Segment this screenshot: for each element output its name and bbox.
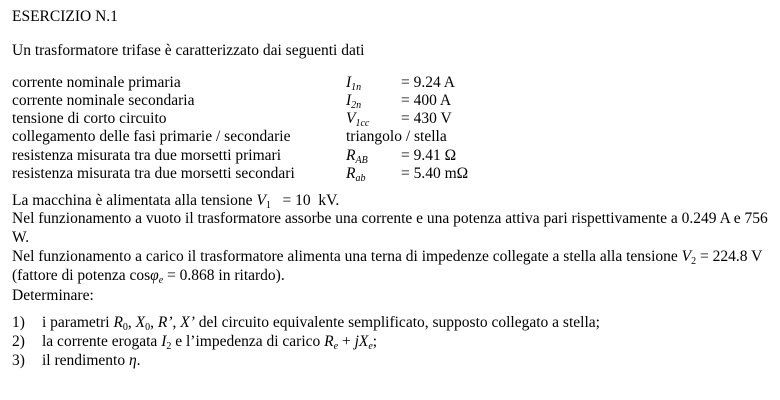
row-symbol: $R_{AB}$ (346, 147, 368, 166)
load-text: Nel funzionamento a carico il trasformatore alimenta una terna di impedenze collegate a stella alla tensione $V_2 = 224.8$ V (fattore di potenza cosφ$_e$ = 0.868 in ritardo). (12, 248, 762, 286)
row-symbol: $I_{1n}$ (346, 74, 362, 93)
row-label: tensione di corto circuito (12, 110, 167, 127)
row-label: corrente nominale primaria (12, 74, 181, 91)
row-label: resistenza misurata tra due morsetti primari (12, 147, 282, 164)
row-symbol: $R_{ab}$ (346, 165, 366, 184)
row-symbol: $V_{1cc}$ (346, 110, 370, 129)
row-value: = 400 A (401, 92, 452, 109)
supply-voltage-text: La macchina è alimentata alla tensione $V_1 = 10$ kV. (12, 192, 340, 211)
list-item: 1) i parametri $R_0$, $X_0$, R’, X’ del circuito equivalente semplificato, supposto collegato a stella; (12, 314, 600, 333)
row-label: resistenza misurata tra due morsetti secondari (12, 165, 295, 182)
row-label: collegamento delle fasi primarie / secondarie (12, 128, 291, 145)
data-row (12, 110, 772, 128)
list-item: 3) il rendimento η. (12, 352, 141, 369)
determine-label: Determinare: (12, 287, 94, 304)
row-value: = 9.41 Ω (401, 147, 457, 164)
row-symbol: $I_{2n}$ (346, 92, 362, 111)
data-row (12, 147, 772, 165)
row-value: = 430 V (401, 110, 452, 127)
row-label: corrente nominale secondaria (12, 92, 195, 109)
list-item: 2) la corrente erogata $I_2$ e l’impedenza di carico $R_e + jX_e$; (12, 333, 378, 352)
row-value: triangolo / stella (346, 128, 447, 145)
row-value: = 5.40 mΩ (401, 165, 469, 182)
exercise-title: ESERCIZIO N.1 (12, 8, 118, 25)
intro-text: Un trasformatore trifase è caratterizzato dai seguenti dati (12, 42, 365, 59)
data-row (12, 74, 772, 92)
data-row (12, 165, 772, 183)
row-value: = 9.24 A (401, 74, 455, 91)
data-row (12, 92, 772, 110)
data-row (12, 128, 772, 146)
no-load-text: Nel funzionamento a vuoto il trasformatore assorbe una corrente e una potenza attiva pari rispettivamente a 0.249 A e 756 W. (12, 210, 768, 246)
